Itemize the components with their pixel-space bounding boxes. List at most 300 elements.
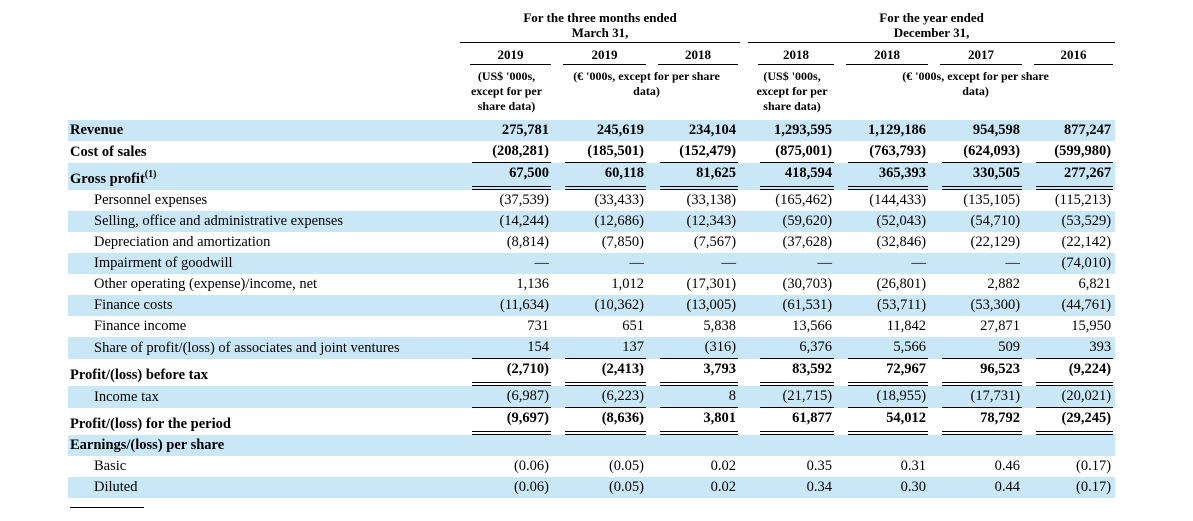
cell-value: 96,523 bbox=[942, 359, 1022, 386]
cell-value: (624,093) bbox=[942, 141, 1022, 163]
cell-value: (7,567) bbox=[693, 234, 737, 250]
group-gap bbox=[740, 456, 748, 477]
value-cell bbox=[930, 408, 1024, 435]
value-cell bbox=[460, 359, 553, 386]
cell-value: 6,376 bbox=[760, 337, 834, 359]
value-cell bbox=[748, 211, 836, 232]
cell-value bbox=[760, 435, 834, 456]
group-gap bbox=[740, 316, 748, 337]
cell-value: 54,012 bbox=[848, 408, 928, 435]
value-cell bbox=[648, 211, 740, 232]
cell-value: 154 bbox=[472, 337, 551, 359]
value-cell bbox=[460, 120, 553, 141]
cell-value: (10,362) bbox=[594, 297, 644, 313]
value-cell bbox=[1024, 120, 1115, 141]
row-label bbox=[68, 120, 460, 141]
row-label-text: Profit/(loss) for the period bbox=[70, 416, 231, 432]
cell-value bbox=[1036, 435, 1113, 456]
value-cell bbox=[748, 274, 836, 295]
value-cell bbox=[1024, 190, 1115, 211]
value-cell bbox=[748, 253, 836, 274]
row-label-text: Gross profit bbox=[70, 171, 145, 187]
group-gap bbox=[740, 253, 748, 274]
header-label-spacer bbox=[68, 10, 460, 43]
group-gap bbox=[740, 163, 748, 190]
cell-value: 3,801 bbox=[660, 408, 738, 435]
group-gap bbox=[740, 295, 748, 316]
group-gap bbox=[740, 211, 748, 232]
cell-value: 83,592 bbox=[760, 359, 834, 386]
cell-value: (44,761) bbox=[1061, 297, 1112, 313]
cell-value: 78,792 bbox=[942, 408, 1022, 435]
row-label-text: Depreciation and amortization bbox=[94, 234, 271, 250]
year-label: 2019 bbox=[470, 46, 551, 65]
cell-value bbox=[565, 435, 646, 456]
row-label bbox=[68, 163, 460, 190]
table-row bbox=[68, 163, 1115, 190]
value-cell bbox=[748, 232, 836, 253]
value-cell bbox=[836, 359, 930, 386]
value-cell bbox=[1024, 253, 1115, 274]
cell-value: 393 bbox=[1036, 337, 1113, 359]
cell-value: 0.02 bbox=[710, 479, 737, 495]
value-cell bbox=[460, 477, 553, 498]
group-gap bbox=[740, 274, 748, 295]
row-label-text: Other operating (expense)/income, net bbox=[94, 276, 318, 292]
group-header-three-months bbox=[460, 10, 740, 43]
group-header-row bbox=[68, 10, 1115, 43]
cell-value: — bbox=[629, 255, 644, 271]
cell-value: (185,501) bbox=[565, 141, 646, 163]
value-cell bbox=[460, 211, 553, 232]
cell-value: (32,846) bbox=[876, 234, 927, 250]
cell-value: 0.44 bbox=[994, 479, 1021, 495]
value-cell bbox=[836, 211, 930, 232]
table-row bbox=[68, 337, 1115, 359]
group-title-line1: For the year ended bbox=[879, 10, 984, 25]
cell-value: 3,793 bbox=[660, 359, 738, 386]
row-label bbox=[68, 456, 460, 477]
value-cell bbox=[1024, 211, 1115, 232]
value-cell bbox=[648, 408, 740, 435]
value-cell bbox=[460, 435, 553, 456]
value-cell bbox=[460, 386, 553, 408]
value-cell bbox=[836, 141, 930, 163]
cell-value: 1,293,595 bbox=[774, 122, 833, 138]
group-gap bbox=[740, 337, 748, 359]
cell-value: — bbox=[721, 255, 737, 271]
cell-value: (74,010) bbox=[1061, 255, 1112, 271]
cell-value: 1,012 bbox=[611, 276, 644, 292]
value-cell bbox=[930, 337, 1024, 359]
year-label: 2018 bbox=[758, 46, 834, 65]
value-cell bbox=[553, 316, 648, 337]
row-label-text: Finance costs bbox=[94, 297, 173, 313]
cell-value: (6,987) bbox=[472, 386, 551, 408]
header-label-spacer bbox=[68, 65, 460, 120]
cell-value: 0.35 bbox=[806, 458, 833, 474]
value-cell bbox=[930, 295, 1024, 316]
cell-value: (30,703) bbox=[782, 276, 833, 292]
cell-value: 0.30 bbox=[900, 479, 927, 495]
row-label-text: Diluted bbox=[94, 479, 138, 495]
cell-value: 6,821 bbox=[1078, 276, 1112, 292]
cell-value: 0.34 bbox=[806, 479, 833, 495]
cell-value: (33,433) bbox=[594, 192, 644, 208]
unit-header-row bbox=[68, 65, 1115, 120]
value-cell bbox=[460, 337, 553, 359]
value-cell bbox=[648, 295, 740, 316]
cell-value: 27,871 bbox=[980, 318, 1021, 334]
cell-value: (0.06) bbox=[513, 458, 549, 474]
value-cell bbox=[1024, 163, 1115, 190]
group-gap bbox=[740, 477, 748, 498]
value-cell bbox=[836, 337, 930, 359]
value-cell bbox=[930, 141, 1024, 163]
cell-value: (12,343) bbox=[686, 213, 737, 229]
cell-value: 275,781 bbox=[501, 122, 549, 138]
value-cell bbox=[460, 253, 553, 274]
value-cell bbox=[648, 274, 740, 295]
group-title-line1: For the three months ended bbox=[523, 10, 677, 25]
value-cell bbox=[748, 163, 836, 190]
table-row bbox=[68, 456, 1115, 477]
cell-value bbox=[848, 435, 928, 456]
row-label bbox=[68, 408, 460, 435]
value-cell bbox=[836, 163, 930, 190]
row-label-text: Cost of sales bbox=[70, 144, 147, 160]
row-label-text: Share of profit/(loss) of associates and joint ventures bbox=[94, 340, 400, 356]
row-label-text: Earnings/(loss) per share bbox=[70, 437, 225, 453]
group-header-year-ended bbox=[748, 10, 1115, 43]
value-cell bbox=[1024, 337, 1115, 359]
value-cell bbox=[648, 120, 740, 141]
table-row bbox=[68, 232, 1115, 253]
cell-value: (59,620) bbox=[782, 213, 833, 229]
cell-value: — bbox=[817, 255, 833, 271]
cell-value: 877,247 bbox=[1063, 122, 1112, 138]
cell-value: 365,393 bbox=[848, 163, 928, 190]
cell-value: (22,129) bbox=[970, 234, 1021, 250]
cell-value: (763,793) bbox=[848, 141, 928, 163]
cell-value: 11,842 bbox=[886, 318, 927, 334]
value-cell bbox=[1024, 274, 1115, 295]
cell-value: (21,715) bbox=[760, 386, 834, 408]
value-cell bbox=[748, 120, 836, 141]
cell-value: 234,104 bbox=[688, 122, 737, 138]
value-cell bbox=[930, 316, 1024, 337]
value-cell bbox=[836, 253, 930, 274]
row-label bbox=[68, 190, 460, 211]
value-cell bbox=[553, 337, 648, 359]
value-cell bbox=[748, 386, 836, 408]
cell-value: (53,529) bbox=[1061, 213, 1112, 229]
cell-value: (115,213) bbox=[1054, 192, 1112, 208]
cell-value: (0.17) bbox=[1076, 479, 1112, 495]
value-cell bbox=[460, 456, 553, 477]
year-header-row bbox=[68, 43, 1115, 66]
year-label: 2016 bbox=[1034, 46, 1113, 65]
row-label-text: Revenue bbox=[70, 122, 124, 138]
value-cell bbox=[930, 190, 1024, 211]
row-label bbox=[68, 477, 460, 498]
value-cell bbox=[748, 359, 836, 386]
row-label bbox=[68, 274, 460, 295]
value-cell bbox=[748, 456, 836, 477]
cell-value: (875,001) bbox=[760, 141, 834, 163]
cell-value: 13,566 bbox=[792, 318, 833, 334]
value-cell bbox=[1024, 359, 1115, 386]
table-row bbox=[68, 190, 1115, 211]
table-row bbox=[68, 120, 1115, 141]
cell-value: (26,801) bbox=[876, 276, 927, 292]
cell-value: (13,005) bbox=[686, 297, 737, 313]
cell-value bbox=[942, 435, 1022, 456]
cell-value: (9,224) bbox=[1036, 359, 1113, 386]
cell-value: (165,462) bbox=[775, 192, 833, 208]
cell-value: 61,877 bbox=[760, 408, 834, 435]
value-cell bbox=[553, 232, 648, 253]
value-cell bbox=[648, 359, 740, 386]
value-cell bbox=[553, 141, 648, 163]
cell-value: (144,433) bbox=[869, 192, 927, 208]
value-cell bbox=[648, 190, 740, 211]
cell-value bbox=[472, 435, 551, 456]
row-label-text: Impairment of goodwill bbox=[94, 255, 233, 271]
year-column-header bbox=[930, 43, 1024, 66]
row-label-text: Finance income bbox=[94, 318, 187, 334]
year-column-header bbox=[1024, 43, 1115, 66]
value-cell bbox=[553, 190, 648, 211]
cell-value: (7,850) bbox=[601, 234, 644, 250]
group-gap bbox=[740, 141, 748, 163]
cell-value: (0.05) bbox=[608, 479, 644, 495]
value-cell bbox=[460, 190, 553, 211]
row-label-text: Profit/(loss) before tax bbox=[70, 367, 208, 383]
value-cell bbox=[836, 435, 930, 456]
cell-value: (17,301) bbox=[686, 276, 737, 292]
cell-value: (17,731) bbox=[942, 386, 1022, 408]
value-cell bbox=[748, 408, 836, 435]
cell-value: 954,598 bbox=[972, 122, 1021, 138]
value-cell bbox=[836, 456, 930, 477]
year-label: 2017 bbox=[940, 46, 1022, 65]
cell-value: 418,594 bbox=[760, 163, 834, 190]
cell-value: (37,539) bbox=[499, 192, 549, 208]
value-cell bbox=[648, 253, 740, 274]
group-gap bbox=[740, 359, 748, 386]
group-gap bbox=[740, 190, 748, 211]
value-cell bbox=[553, 435, 648, 456]
cell-value: (208,281) bbox=[472, 141, 551, 163]
value-cell bbox=[460, 163, 553, 190]
year-label: 2018 bbox=[846, 46, 928, 65]
year-column-header bbox=[553, 43, 648, 66]
cell-value: (11,634) bbox=[500, 297, 549, 313]
cell-value: 330,505 bbox=[942, 163, 1022, 190]
table-row bbox=[68, 295, 1115, 316]
cell-value: (33,138) bbox=[686, 192, 737, 208]
row-label bbox=[68, 435, 460, 456]
cell-value: 2,882 bbox=[987, 276, 1021, 292]
cell-value: 8 bbox=[660, 386, 738, 408]
value-cell bbox=[748, 435, 836, 456]
table-row bbox=[68, 316, 1115, 337]
group-gap bbox=[740, 435, 748, 456]
value-cell bbox=[1024, 477, 1115, 498]
value-cell bbox=[930, 274, 1024, 295]
table-row bbox=[68, 211, 1115, 232]
value-cell bbox=[930, 232, 1024, 253]
value-cell bbox=[648, 386, 740, 408]
unit-header-usd-y: (US$ '000s, except for per share data) bbox=[756, 69, 828, 113]
cell-value: (0.06) bbox=[513, 479, 549, 495]
unit-header-eur-q: (€ '000s, except for per share data) bbox=[573, 69, 720, 98]
row-label bbox=[68, 295, 460, 316]
income-statement-table bbox=[68, 10, 1115, 498]
value-cell bbox=[553, 120, 648, 141]
value-cell bbox=[460, 141, 553, 163]
cell-value: 277,267 bbox=[1036, 163, 1113, 190]
cell-value: (18,955) bbox=[848, 386, 928, 408]
cell-value: (54,710) bbox=[970, 213, 1021, 229]
year-column-header bbox=[836, 43, 930, 66]
table-row bbox=[68, 408, 1115, 435]
value-cell bbox=[553, 163, 648, 190]
cell-value: (152,479) bbox=[660, 141, 738, 163]
value-cell bbox=[553, 359, 648, 386]
row-label bbox=[68, 386, 460, 408]
row-label bbox=[68, 211, 460, 232]
footnote-rule bbox=[70, 507, 144, 508]
cell-value: (29,245) bbox=[1036, 408, 1113, 435]
group-gap bbox=[740, 43, 748, 66]
unit-header-usd-q: (US$ '000s, except for per share data) bbox=[470, 69, 543, 113]
cell-value: 67,500 bbox=[472, 163, 551, 190]
cell-value: (20,021) bbox=[1036, 386, 1113, 408]
cell-value: (53,711) bbox=[877, 297, 927, 313]
value-cell bbox=[648, 477, 740, 498]
value-cell bbox=[748, 190, 836, 211]
value-cell bbox=[648, 456, 740, 477]
cell-value: 15,950 bbox=[1071, 318, 1112, 334]
table-row bbox=[68, 435, 1115, 456]
cell-value: (135,105) bbox=[963, 192, 1021, 208]
value-cell bbox=[836, 477, 930, 498]
value-cell bbox=[930, 359, 1024, 386]
value-cell bbox=[648, 163, 740, 190]
value-cell bbox=[1024, 435, 1115, 456]
value-cell bbox=[553, 253, 648, 274]
value-cell bbox=[553, 295, 648, 316]
table-row bbox=[68, 274, 1115, 295]
value-cell bbox=[930, 253, 1024, 274]
year-column-header bbox=[460, 43, 553, 66]
cell-value: 509 bbox=[942, 337, 1022, 359]
header-label-spacer bbox=[68, 43, 460, 66]
group-gap bbox=[740, 386, 748, 408]
unit-header-eur-y: (€ '000s, except for per share data) bbox=[902, 69, 1049, 98]
value-cell bbox=[836, 232, 930, 253]
table-row bbox=[68, 386, 1115, 408]
group-gap bbox=[740, 120, 748, 141]
cell-value: — bbox=[911, 255, 927, 271]
table-row bbox=[68, 359, 1115, 386]
cell-value: (0.17) bbox=[1076, 458, 1112, 474]
cell-value: (599,980) bbox=[1036, 141, 1113, 163]
value-cell bbox=[748, 295, 836, 316]
cell-value: (12,686) bbox=[594, 213, 644, 229]
cell-value bbox=[660, 435, 738, 456]
value-cell bbox=[836, 295, 930, 316]
value-cell bbox=[930, 120, 1024, 141]
group-title-line2: December 31, bbox=[893, 25, 970, 40]
value-cell bbox=[930, 435, 1024, 456]
value-cell bbox=[553, 477, 648, 498]
group-gap bbox=[740, 408, 748, 435]
cell-value: (14,244) bbox=[499, 213, 549, 229]
cell-value: 1,136 bbox=[516, 276, 549, 292]
value-cell bbox=[1024, 295, 1115, 316]
value-cell bbox=[930, 456, 1024, 477]
value-cell bbox=[1024, 316, 1115, 337]
cell-value: (52,043) bbox=[876, 213, 927, 229]
row-label-text: Personnel expenses bbox=[94, 192, 208, 208]
cell-value: 0.46 bbox=[994, 458, 1021, 474]
cell-value: — bbox=[1005, 255, 1021, 271]
row-label bbox=[68, 316, 460, 337]
year-column-header bbox=[748, 43, 836, 66]
row-label bbox=[68, 359, 460, 386]
year-label: 2018 bbox=[658, 46, 738, 65]
cell-value: — bbox=[534, 255, 549, 271]
cell-value: (8,636) bbox=[565, 408, 646, 435]
value-cell bbox=[748, 477, 836, 498]
value-cell bbox=[748, 316, 836, 337]
value-cell bbox=[460, 232, 553, 253]
row-label bbox=[68, 232, 460, 253]
value-cell bbox=[1024, 386, 1115, 408]
value-cell bbox=[836, 120, 930, 141]
value-cell bbox=[553, 386, 648, 408]
value-cell bbox=[836, 274, 930, 295]
value-cell bbox=[648, 232, 740, 253]
value-cell bbox=[553, 211, 648, 232]
table-row bbox=[68, 253, 1115, 274]
cell-value: (2,710) bbox=[472, 359, 551, 386]
cell-value: 5,566 bbox=[848, 337, 928, 359]
value-cell bbox=[748, 141, 836, 163]
group-gap bbox=[740, 232, 748, 253]
cell-value: 137 bbox=[565, 337, 646, 359]
value-cell bbox=[836, 386, 930, 408]
value-cell bbox=[460, 408, 553, 435]
cell-value: (2,413) bbox=[565, 359, 646, 386]
cell-value: 245,619 bbox=[596, 122, 644, 138]
group-title-line2: March 31, bbox=[571, 25, 629, 40]
row-label bbox=[68, 253, 460, 274]
value-cell bbox=[748, 337, 836, 359]
value-cell bbox=[460, 274, 553, 295]
cell-value: (8,814) bbox=[506, 234, 549, 250]
value-cell bbox=[1024, 232, 1115, 253]
year-column-header bbox=[648, 43, 740, 66]
row-label bbox=[68, 141, 460, 163]
cell-value: (0.05) bbox=[608, 458, 644, 474]
row-label-text: Basic bbox=[94, 458, 127, 474]
cell-value: 0.31 bbox=[900, 458, 927, 474]
cell-value: 0.02 bbox=[710, 458, 737, 474]
